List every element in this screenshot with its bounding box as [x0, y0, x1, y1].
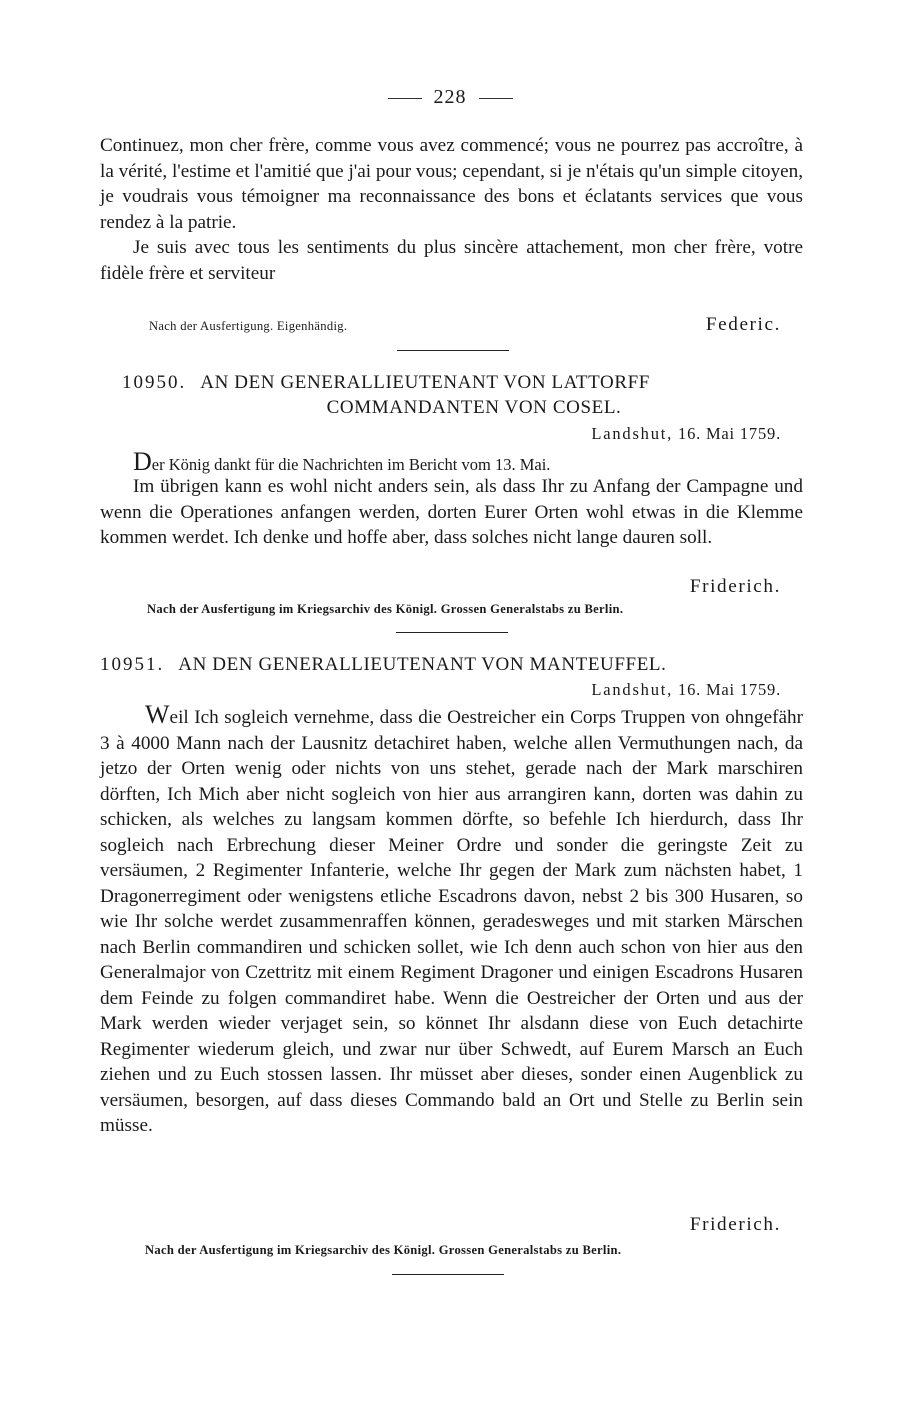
letter-signature: Friderich.: [689, 576, 781, 597]
intro-text: er König dankt für die Nachrichten im Bericht vom 13. Mai.: [151, 455, 551, 474]
letter-10951-signature-row: [100, 1212, 803, 1238]
intro-initial: D: [133, 447, 152, 476]
page-number-dash-right: [479, 98, 513, 99]
letter-number: 10950.: [122, 372, 187, 393]
letter-10951-source: [100, 1243, 840, 1258]
letter-source-note: Nach der Ausfertigung im Kriegsarchiv des Königl. Grossen Generalstabs zu Berlin.: [145, 1243, 622, 1257]
letter-prev: [100, 133, 803, 286]
letter-heading-line1: AN DEN GENERALLIEUTENANT VON LATTORFF: [200, 372, 650, 393]
letter-10950-source: [100, 602, 840, 617]
separator-rule: [392, 1274, 504, 1275]
letter-body: eil Ich sogleich vernehme, dass die Oestreicher ein Corps Truppen von ohngefähr 3 à 4000 Mann nach der Lausnitz detachiret haben, welche allen Vermuthungen nach, da jetzo der Orten wenig oder nichts von uns stehet, gerade nach der Mark marschiren dörften, Ich Mich aber nicht sogleich von hier aus arrangiren kann, dorten was dahin zu schicken, als welches zu langsam kommen dörfte, so befehle Ich hierdurch, dass Ihr sogleich nach Erbrechung dieser Meiner Ordre und sonder die geringste Zeit zu versäumen, 2 Regimenter Infanterie, welche Ihr gegen der Mark zum nächsten habet, 1 Dragonerregiment oder wenigstens etliche Escadrons davon, nebst 2 bis 300 Husaren, so wie Ihr solche werdet zusammenraffen können, geradesweges und mit starken Märschen nach Berlin commandiren und schicken sollet, wie Ich denn auch schon von hier aus den Generalmajor von Czettritz mit einem Regiment Dragoner und einigen Escadrons Husaren dem Feinde zu folgen commandiret habe. Wenn die Oestreicher der Orten und aus der Mark werden wieder verjaget sein, so könnet Ihr alsdann diese von Euch detachirte Regimenter wiederum gleich, und zwar nur über Schwedt, auf Eurem Marsch an Euch ziehen und zu Euch stossen lassen. Ihr müsset aber dieses, sonder einen Augenblick zu versäumen, besorgen, auf dass dieses Commando bald an Ort und Stelle zu Berlin sein müsse.: [100, 707, 803, 1136]
letter-10950-date: [100, 424, 803, 444]
letter-10950-heading: [122, 370, 802, 420]
letter-10950-signature-row: [100, 574, 803, 600]
letter-source-note: Nach der Ausfertigung im Kriegsarchiv des Königl. Grossen Generalstabs zu Berlin.: [147, 602, 624, 616]
letter-prev-source-note: Nach der Ausfertigung. Eigenhändig.: [149, 319, 348, 333]
page-number: [0, 86, 900, 109]
letter-number: 10951.: [100, 654, 165, 675]
page-number-dash-left: [388, 98, 422, 99]
letter-heading-line2: COMMANDANTEN VON COSEL.: [326, 397, 622, 418]
letter-heading: AN DEN GENERALLIEUTENANT VON MANTEUFFEL.: [178, 654, 667, 675]
letter-10951-body: [100, 702, 803, 1139]
letter-signature: Friderich.: [689, 1214, 781, 1235]
letter-prev-paragraph-2: Je suis avec tous les sentiments du plus sincère attachement, mon cher frère, votre fidèle frère et serviteur: [100, 237, 803, 284]
letter-prev-footer: [100, 315, 803, 337]
letter-10950-intro: [100, 447, 803, 477]
date-place: Landshut,: [591, 680, 674, 699]
date-text: 16. Mai 1759.: [678, 424, 781, 443]
letter-prev-paragraph-1: Continuez, mon cher frère, comme vous avez commencé; vous ne pourrez pas accroître, à la vérité, l'estime et l'amitié que j'ai pour vous; cependant, si je n'étais qu'un simple citoyen, je voudrais vous témoigner ma reconnaissance des bons et éclatants services que vous rendez à la patrie.: [100, 135, 803, 233]
separator-rule: [397, 350, 509, 351]
separator-rule: [396, 632, 508, 633]
date-text: 16. Mai 1759.: [678, 680, 781, 699]
page-number-text: 228: [433, 86, 467, 108]
letter-body: Im übrigen kann es wohl nicht anders sein, als dass Ihr zu Anfang der Campagne und wenn die Operationes anfangen werden, dorten Eurer Orten wohl etwas in die Klemme kommen werdet. Ich denke und hoffe aber, dass solches nicht lange dauren soll.: [100, 476, 803, 548]
letter-10951-heading: [100, 652, 803, 677]
letter-10951-date: [100, 680, 803, 700]
letter-10950-body: [100, 474, 803, 551]
letter-prev-signature: Federic.: [705, 314, 781, 335]
body-initial: W: [145, 700, 170, 729]
date-place: Landshut,: [591, 424, 674, 443]
